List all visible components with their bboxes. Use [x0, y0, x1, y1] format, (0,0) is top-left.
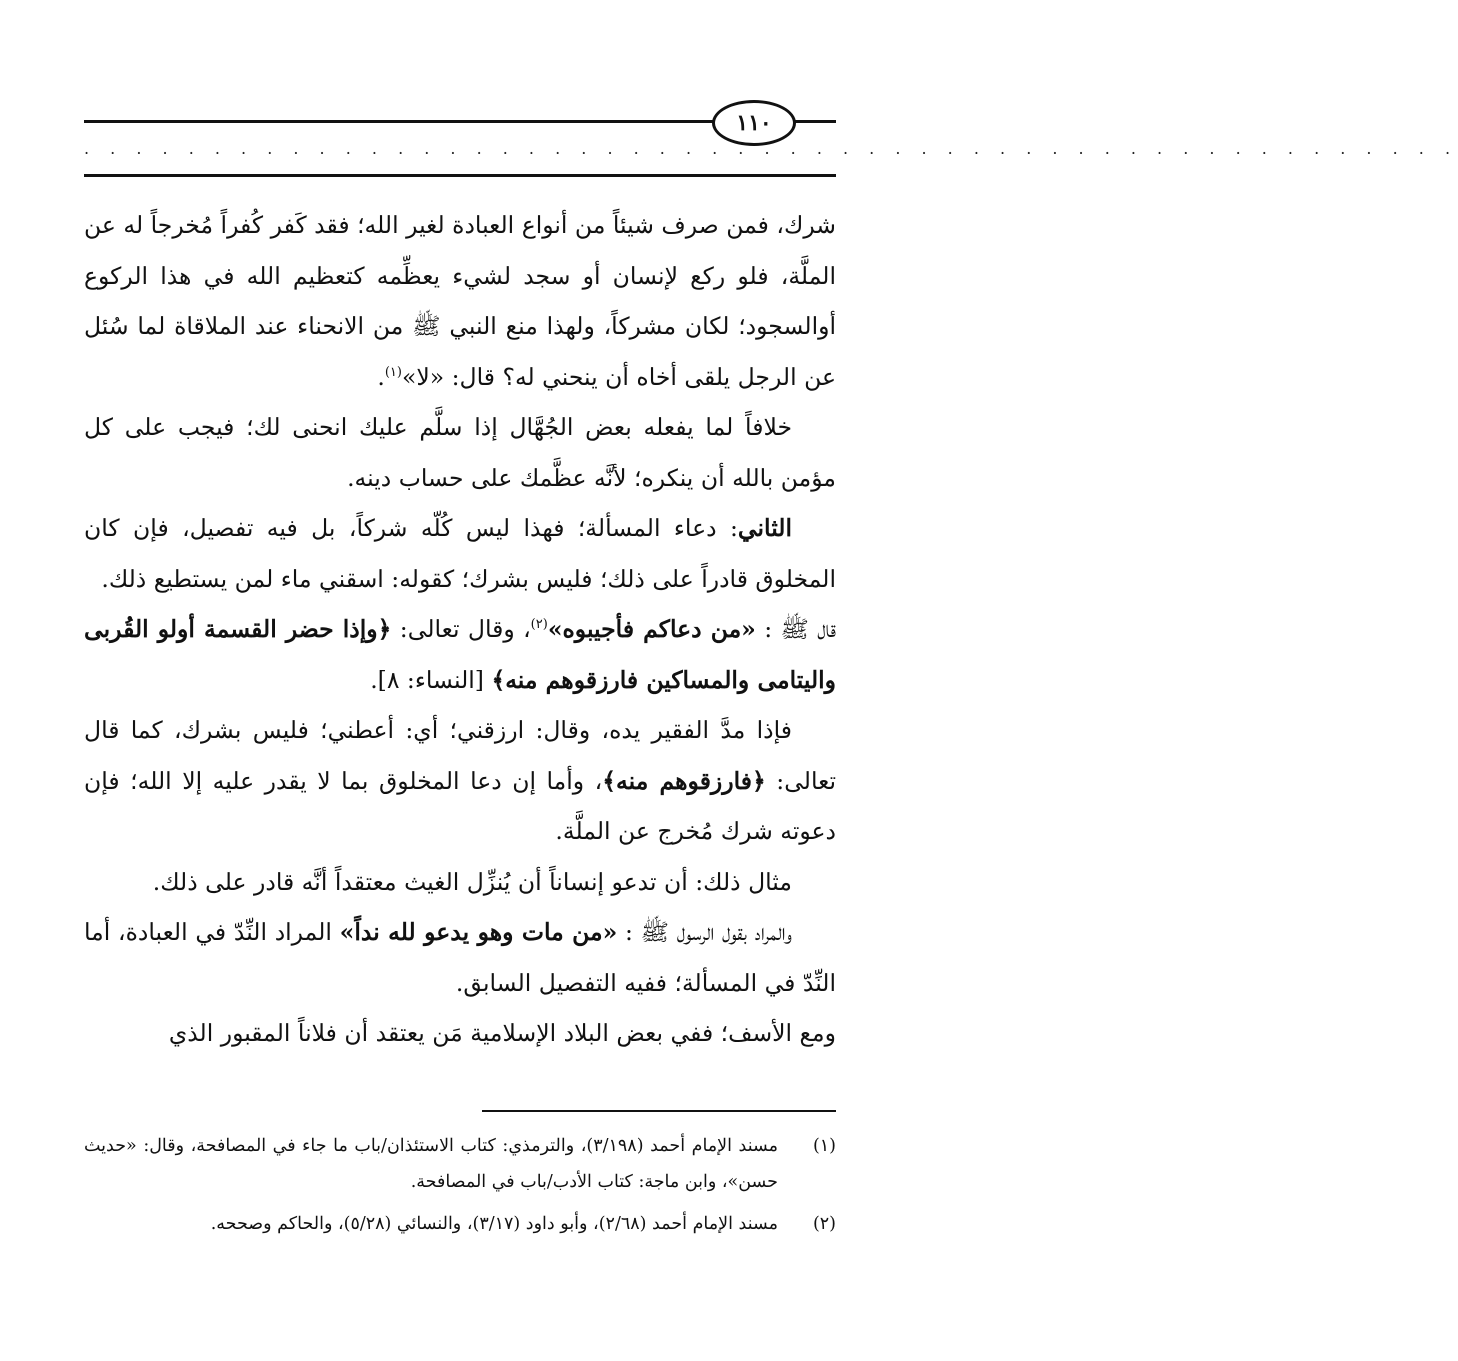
paragraph-4-middle: ، وقال تعالى:: [391, 615, 531, 643]
footnote-number: (١): [812, 1136, 836, 1156]
paragraph-7-end: المراد النِّدّ في العبادة، أما النِّدّ في المسألة؛ ففيه التفصيل السابق.: [84, 918, 836, 997]
main-text: [84, 200, 836, 1059]
verse-citation-1: [النساء: ٨].: [370, 665, 492, 694]
footnote-ref-1[interactable]: (١): [384, 364, 402, 380]
paragraph-1-end: .: [377, 362, 385, 391]
paragraph-7-intro: والمراد بقول الرسول ﷺ :: [617, 918, 792, 946]
header-dotted-line: . . . . . . . . . . . . . . . . . . . . . . . . . . . . . . . . . . . . . . . . . . . . . . . . . . . . .: [84, 139, 1458, 158]
page-number: ١١٠: [712, 100, 796, 146]
footnote-separator: [482, 1110, 836, 1112]
footnote-2: [84, 1206, 836, 1242]
header-bottom-rule: [84, 174, 836, 177]
paragraph-3-text: : دعاء المسألة؛ فهذا ليس كُلّه شركاً، بل فيه تفصيل، فإن كان المخلوق قادراً على ذلك؛ فليس بشرك؛ كقوله: اسقني ماء لمن يستطيع ذلك.: [84, 514, 836, 593]
footnotes: [84, 1128, 836, 1248]
paragraph-7: [84, 907, 836, 1008]
paragraph-5: [84, 705, 836, 857]
paragraph-5-end: ، وأما إن دعا المخلوق بما لا يقدر عليه إلا الله؛ فإن دعوته شرك مُخرج عن الملَّة.: [84, 766, 836, 845]
paragraph-5-intro: فإذا مدَّ الفقير يده، وقال: ارزقني؛ أي: أعطني؛ فليس بشرك، كما قال تعالى:: [84, 716, 837, 795]
footnote-number: (٢): [812, 1214, 836, 1234]
page-header: [84, 88, 1458, 183]
paragraph-3: [84, 503, 836, 604]
hadith-quote-2: «من مات وهو يدعو لله نداً»: [339, 918, 618, 946]
paragraph-4: [84, 604, 836, 705]
footnote-1: [84, 1128, 836, 1200]
paragraph-8: ومع الأسف؛ ففي بعض البلاد الإسلامية مَن يعتقد أن فلاناً المقبور الذي: [168, 1019, 836, 1047]
footnote-ref-2[interactable]: (٢): [530, 617, 548, 633]
paragraph-4-intro: قال ﷺ :: [755, 615, 837, 643]
quran-verse-2: ﴿فارزقوهم منه﴾: [602, 766, 766, 795]
paragraph-2: خلافاً لما يفعله بعض الجُهَّال إذا سلَّم عليك انحنى لك؛ فيجب على كل مؤمن بالله أن ينكره؛ لأنَّه عظَّمك على حساب دينه.: [84, 413, 836, 492]
paragraph-6: مثال ذلك: أن تدعو إنساناً أن يُنزِّل الغيث معتقداً أنَّه قادر على ذلك.: [152, 867, 792, 896]
quran-verse-1: ﴿وإذا حضر القسمة أولو القُربى واليتامى والمساكين فارزقوهم منه﴾: [84, 615, 836, 694]
hadith-quote-1: «من دعاكم فأجيبوه»: [547, 615, 756, 643]
footnote-text: مسند الإمام أحمد (٣/١٩٨)، والترمذي: كتاب الاستئذان/باب ما جاء في المصافحة، وقال: «حديث حسن»، وابن ماجة: كتاب الأدب/باب في المصافحة.: [84, 1136, 778, 1192]
paragraph-1-text: شرك، فمن صرف شيئاً من أنواع العبادة لغير الله؛ فقد كَفر كُفراً مُخرجاً له عن الملَّة، فلو ركع لإنسان أو سجد لشيء يعظِّمه كتعظيم الله في هذا الركوع أوالسجود؛ لكان مشركاً، ولهذا منع النبي ﷺ من الانحناء عند الملاقاة لما سُئل عن الرجل يلقى أخاه أن ينحني له؟ قال: «لا»: [84, 211, 836, 391]
paragraph-1: [84, 200, 836, 402]
footnote-text: مسند الإمام أحمد (٢/٦٨)، وأبو داود (٣/١٧)، والنسائي (٥/٢٨)، والحاكم وصححه.: [210, 1214, 778, 1234]
paragraph-3-label: الثاني: [737, 514, 792, 542]
